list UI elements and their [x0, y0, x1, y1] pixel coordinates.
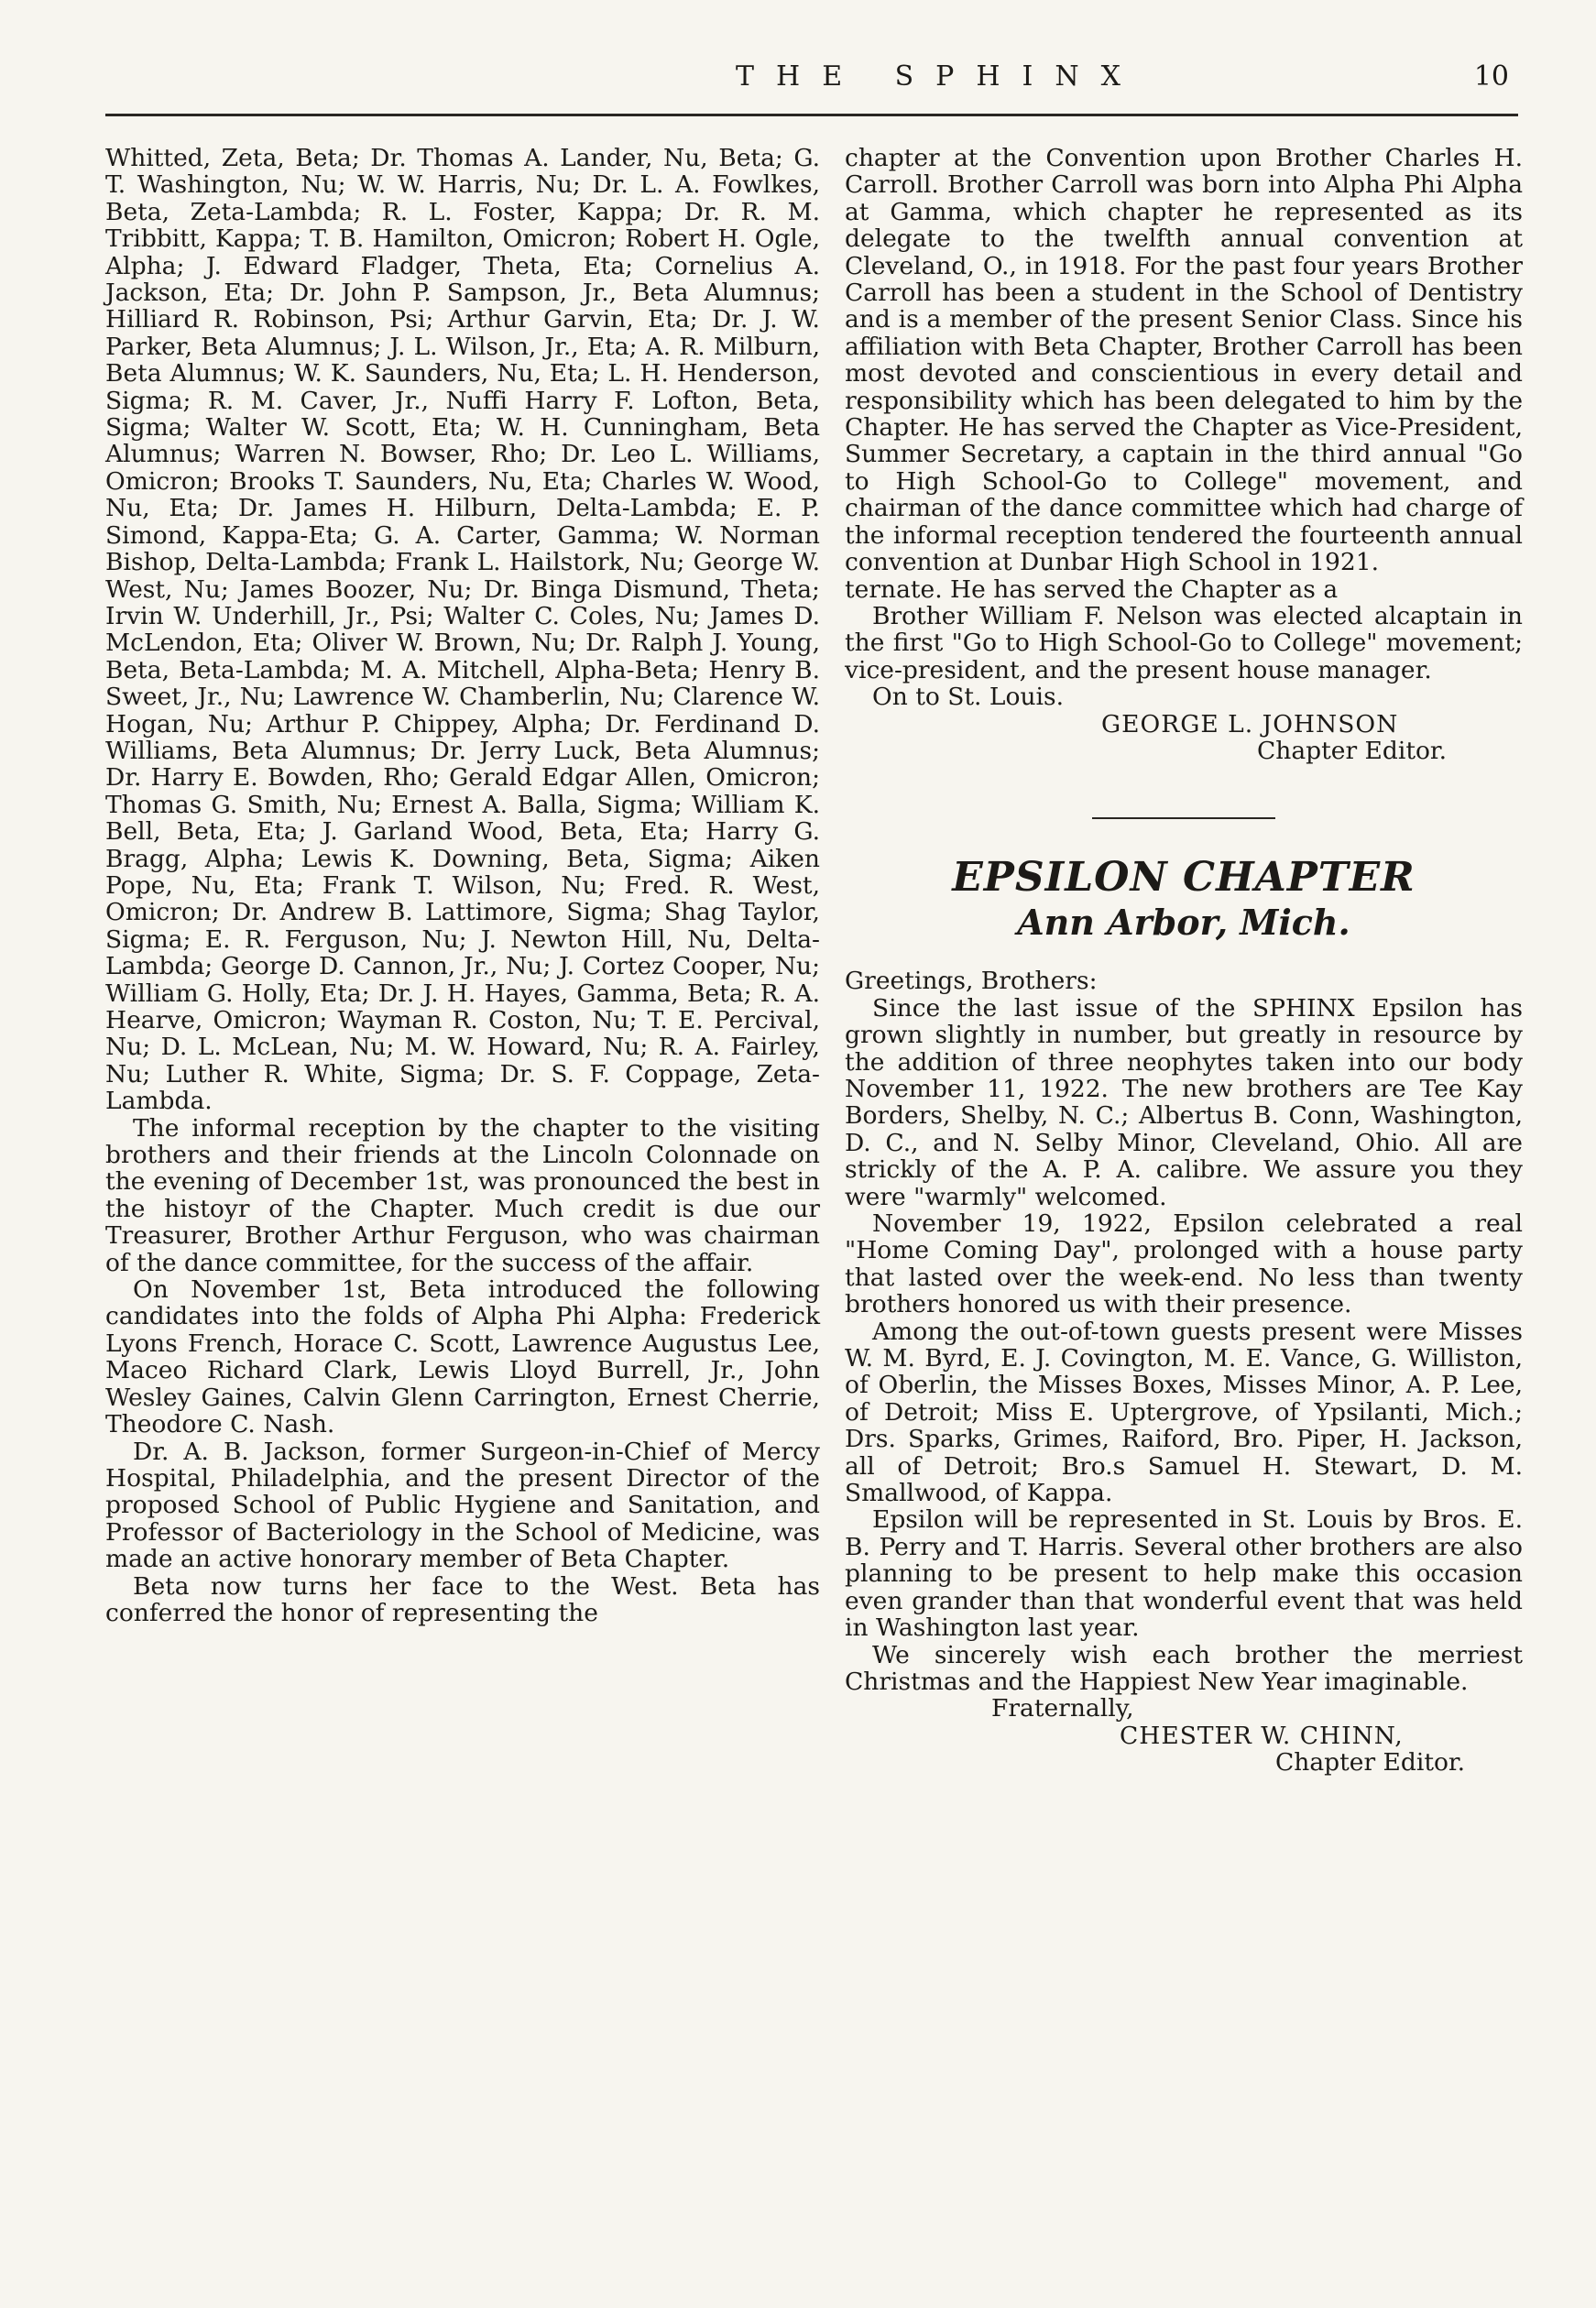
epsilon-paragraph-st-louis: Epsilon will be represented in St. Louis by Bros. E. B. Perry and T. Harris. Several other brothers are also planning to be present to help make this occasion even grander than that wonderful event that was held in Washington last year. [845, 1505, 1523, 1643]
nelson-paragraph: Brother William F. Nelson was elected alcaptain in the first "Go to High School-Go to College" movement; vice-president, and the present house manager. [845, 601, 1523, 684]
epsilon-greeting: Greetings, Brothers: [845, 967, 1098, 996]
journal-title: THE SPHINX [736, 60, 1142, 93]
epsilon-chapter-location: Ann Arbor, Mich. [1017, 902, 1350, 944]
epsilon-paragraph-homecoming: November 19, 1922, Epsilon celebrated a real "Home Coming Day", prolonged with a house party that lasted over the week-end. No less than twenty brothers honored us with their presence. [845, 1209, 1523, 1319]
left-column [105, 145, 820, 1626]
beta-fragment-line: ternate. He has served the Chapter as a [845, 574, 1339, 604]
epsilon-editor-role: Chapter Editor. [1275, 1748, 1466, 1777]
epsilon-chapter-title: EPSILON CHAPTER [952, 854, 1416, 902]
west-paragraph: Beta now turns her face to the West. Beta has conferred the honor of representing the [105, 1571, 820, 1627]
section-divider [1092, 817, 1275, 819]
epsilon-paragraph-guests: Among the out-of-town guests present were Misses W. M. Byrd, E. J. Covington, M. E. Vance, G. Williston, of Oberlin, the Misses Boxes, Misses Minor, A. P. Lee, of Detroit; Miss E. Uptergrove, of Ypsilanti, Mich.; Drs. Sparks, Grimes, Raiford, Bro. Piper, H. Jackson, all of Detroit; Bro.s Samuel H. Stewart, D. M. Smallwood, of Kappa. [845, 1317, 1523, 1508]
reception-paragraph: The informal reception by the chapter to the visiting brothers and their friends at the Lincoln Colonnade on the evening of December 1st, was pronounced the best in the histoyr of the Chapter. Much credit is due our Treasurer, Brother Arthur Ferguson, who was chairman of the dance committee, for the success of the affair. [105, 1113, 820, 1277]
epsilon-paragraph-neophytes: Since the last issue of the SPHINX Epsilon has grown slightly in number, but greatly in resource by the addition of three neophytes taken into our body November 11, 1922. The new brothers are Tee Kay Borders, Shelby, N. C.; Albertus B. Conn, Washington, D. C., and N. Selby Minor, Cleveland, Ohio. All are strickly of the A. P. A. calibre. We assure you they were "warmly" welcomed. [845, 993, 1523, 1211]
on-to-st-louis: On to St. Louis. [872, 683, 1065, 712]
epsilon-closing: Fraternally, [991, 1694, 1134, 1723]
epsilon-editor-name: CHESTER W. CHINN, [1120, 1721, 1404, 1750]
honorary-member-paragraph: Dr. A. B. Jackson, former Surgeon-in-Chief of Mercy Hospital, Philadelphia, and the present Director of the proposed School of Public Hygiene and Sanitation, and Professor of Bacteriology in the School of Medicine, was made an active honorary member of Beta Chapter. [105, 1437, 820, 1574]
beta-continued-paragraph: chapter at the Convention upon Brother Charles H. Carroll. Brother Carroll was born into Alpha Phi Alpha at Gamma, which chapter he represented as its delegate to the twelfth annual convention at Cleveland, O., in 1918. For the past four years Brother Carroll has been a student in the School of Dentistry and is a member of the present Senior Class. Since his affiliation with Beta Chapter, Brother Carroll has been most devoted and conscientious in every detail and responsibility which has been delegated to him by the Chapter. He has served the Chapter as Vice-President, Summer Secretary, a captain in the third annual "Go to High School-Go to College" movement, and chairman of the dance committee which had charge of the informal reception tendered the fourteenth annual convention at Dunbar High School in 1921. [845, 144, 1523, 577]
header-rule [105, 114, 1518, 116]
epsilon-paragraph-wishes: We sincerely wish each brother the merriest Christmas and the Happiest New Year imaginable. [845, 1640, 1523, 1696]
right-column [845, 145, 1523, 1777]
page-number: 10 [1473, 60, 1509, 93]
candidates-paragraph: On November 1st, Beta introduced the following candidates into the folds of Alpha Phi Alpha: Frederick Lyons French, Horace C. Scott, Lawrence Augustus Lee, Maceo Richard Clark, Lewis Lloyd Burrell, Jr., John Wesley Gaines, Calvin Glenn Carrington, Ernest Cherrie, Theodore C. Nash. [105, 1275, 820, 1439]
member-list-paragraph: Whitted, Zeta, Beta; Dr. Thomas A. Lander, Nu, Beta; G. T. Washington, Nu; W. W. Harris, Nu; Dr. L. A. Fowlkes, Beta, Zeta-Lambda; R. L. Foster, Kappa; Dr. R. M. Tribbitt, Kappa; T. B. Hamilton, Omicron; Robert H. Ogle, Alpha; J. Edward Fladger, Theta, Eta; Cornelius A. Jackson, Eta; Dr. John P. Sampson, Jr., Beta Alumnus; Hilliard R. Robinson, Psi; Arthur Garvin, Eta; Dr. J. W. Parker, Beta Alumnus; J. L. Wilson, Jr., Eta; A. R. Milburn, Beta Alumnus; W. K. Saunders, Nu, Eta; L. H. Henderson, Sigma; R. M. Caver, Jr., Nuffi Harry F. Lofton, Beta, Sigma; Walter W. Scott, Eta; W. H. Cunningham, Beta Alumnus; Warren N. Bowser, Rho; Dr. Leo L. Williams, Omicron; Brooks T. Saunders, Nu, Eta; Charles W. Wood, Nu, Eta; Dr. James H. Hilburn, Delta-Lambda; E. P. Simond, Kappa-Eta; G. A. Carter, Gamma; W. Norman Bishop, Delta-Lambda; Frank L. Hailstork, Nu; George W. West, Nu; James Boozer, Nu; Dr. Binga Dismund, Theta; Irvin W. Underhill, Jr., Psi; Walter C. Coles, Nu; James D. McLendon, Eta; Oliver W. Brown, Nu; Dr. Ralph J. Young, Beta, Beta-Lambda; M. A. Mitchell, Alpha-Beta; Henry B. Sweet, Jr., Nu; Lawrence W. Chamberlin, Nu; Clarence W. Hogan, Nu; Arthur P. Chippey, Alpha; Dr. Ferdinand D. Williams, Beta Alumnus; Dr. Jerry Luck, Beta Alumnus; Dr. Harry E. Bowden, Rho; Gerald Edgar Allen, Omicron; Thomas G. Smith, Nu; Ernest A. Balla, Sigma; William K. Bell, Beta, Eta; J. Garland Wood, Beta, Eta; Harry G. Bragg, Alpha; Lewis K. Downing, Beta, Sigma; Aiken Pope, Nu, Eta; Frank T. Wilson, Nu; Fred. R. West, Omicron; Dr. Andrew B. Lattimore, Sigma; Shag Taylor, Sigma; E. R. Ferguson, Nu; J. Newton Hill, Nu, Delta-Lambda; George D. Cannon, Jr., Nu; J. Cortez Cooper, Nu; William G. Holly, Eta; Dr. J. H. Hayes, Gamma, Beta; R. A. Hearve, Omicron; Wayman R. Coston, Nu; T. E. Percival, Nu; D. L. McLean, Nu; M. W. Howard, Nu; R. A. Fairley, Nu; Luther R. White, Sigma; Dr. S. F. Coppage, Zeta-Lambda. [105, 144, 820, 1116]
beta-editor-name: GEORGE L. JOHNSON [1101, 709, 1399, 738]
running-header [105, 60, 1518, 125]
beta-editor-role: Chapter Editor. [1257, 736, 1448, 765]
